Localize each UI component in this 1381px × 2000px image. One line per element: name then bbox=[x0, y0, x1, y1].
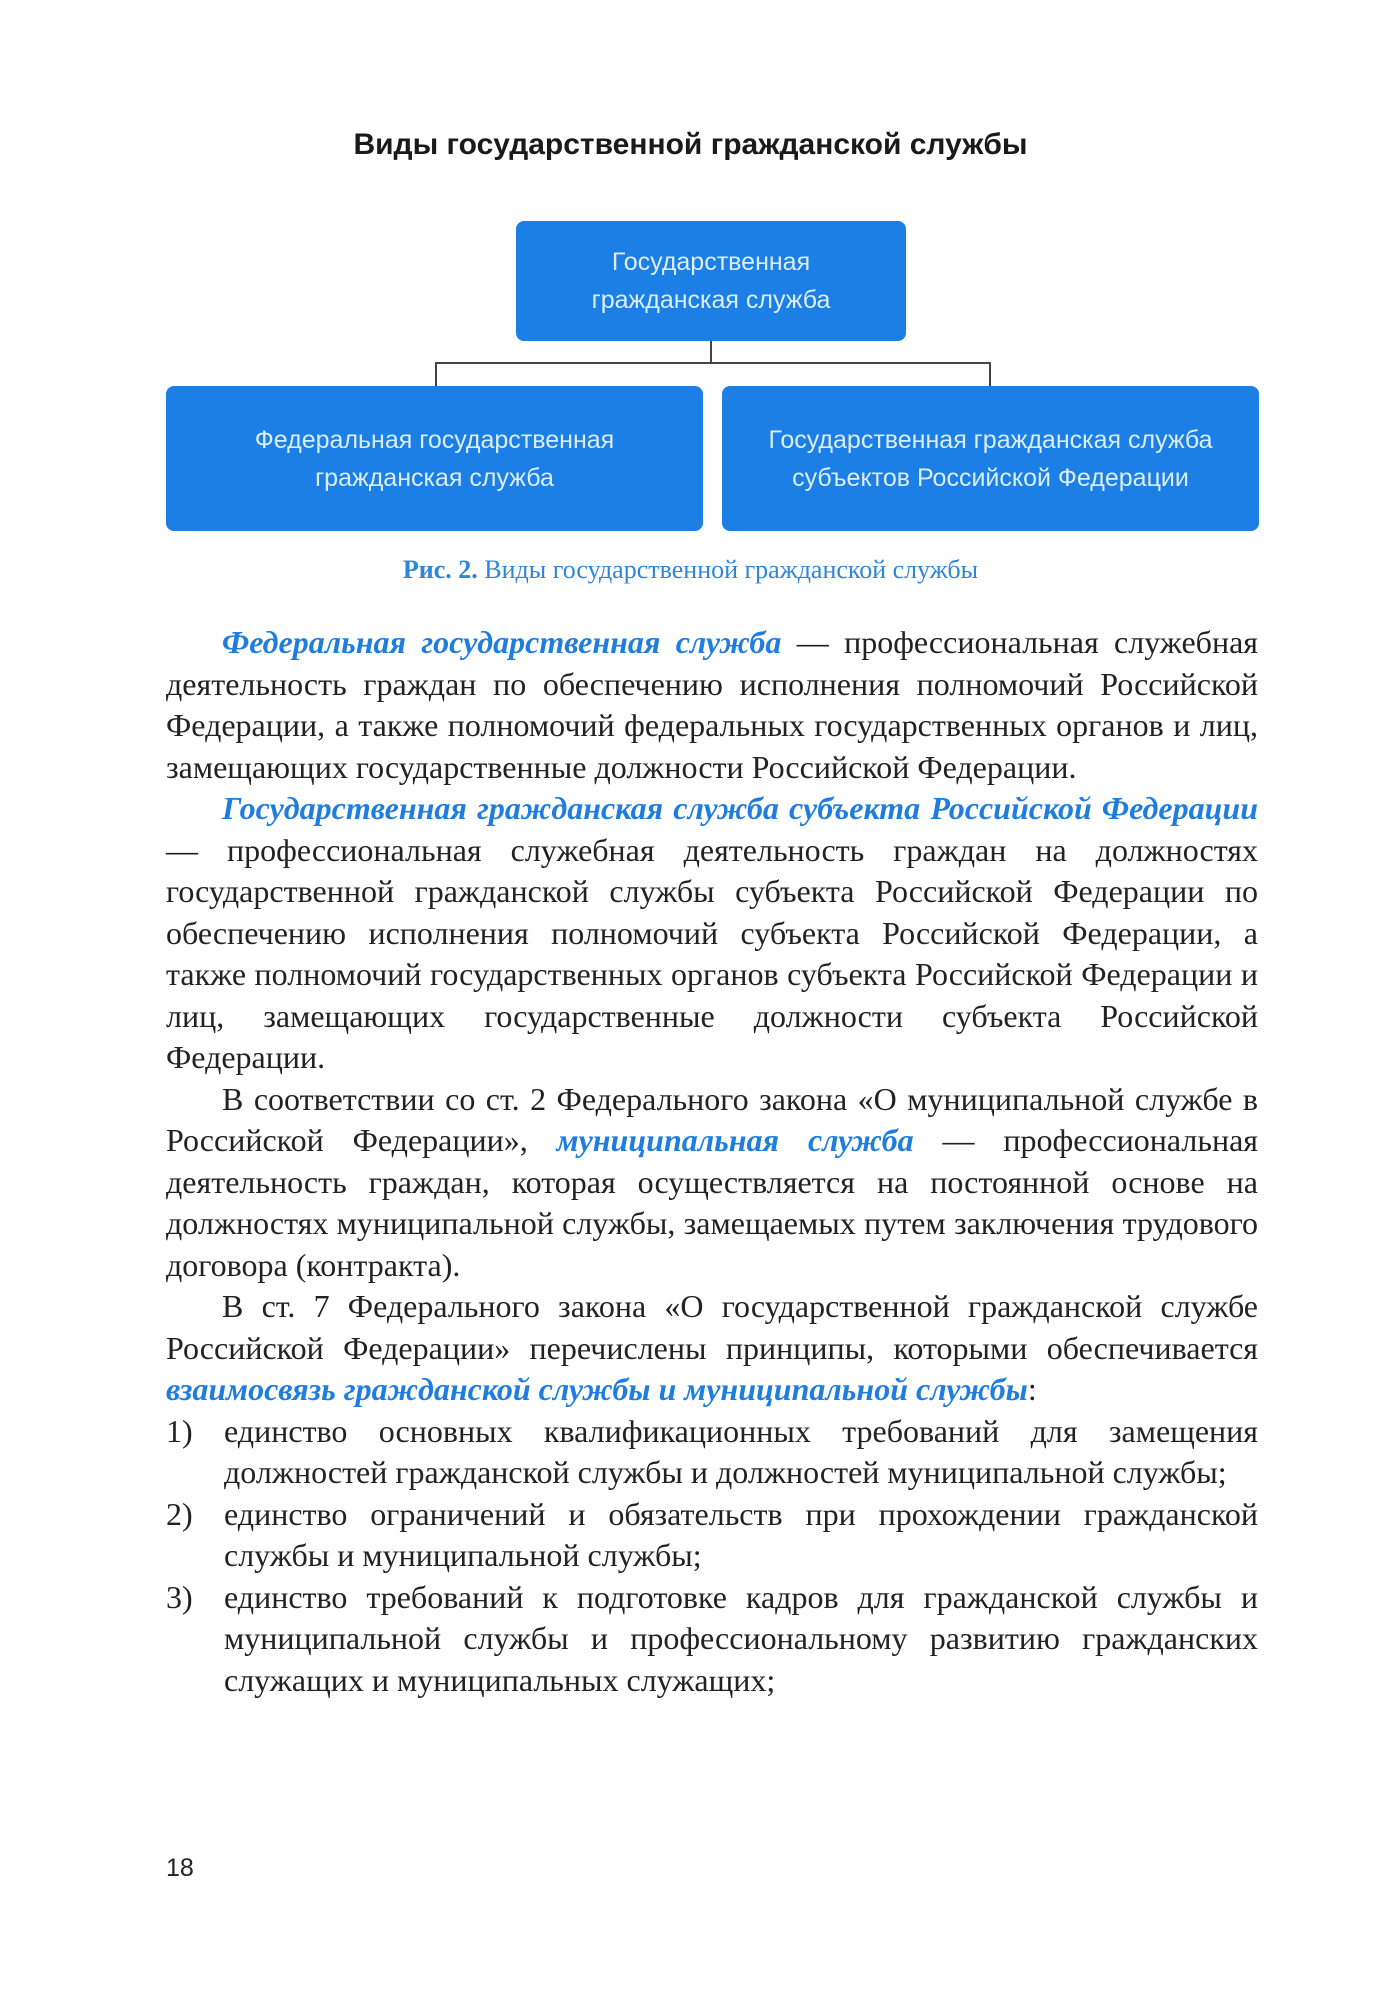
list-item bbox=[166, 1577, 1258, 1702]
left-node-line-1: Федеральная государственная bbox=[254, 425, 615, 454]
diagram-top-node bbox=[516, 221, 906, 341]
term-subject: Государственная гражданская служба субъекта Российской Федерации bbox=[222, 790, 1258, 826]
diagram-right-node bbox=[722, 386, 1259, 531]
list-item-text: единство требований к подготовке кадров для гражданской службы и муниципальной службы и профессиональному развитию гражданских служащих и муниципальных служащих; bbox=[224, 1578, 1258, 1698]
list-item-number: 1) bbox=[166, 1412, 193, 1449]
top-node-line-1: Государственная bbox=[611, 248, 811, 276]
right-node-line-1: Государственная гражданская служба bbox=[768, 425, 1213, 454]
term-relation: взаимосвязь гражданской службы и муниципальной службы bbox=[166, 1371, 1028, 1407]
right-node-line-2: субъектов Российской Федерации bbox=[792, 463, 1189, 492]
paragraph-relation bbox=[166, 1286, 1258, 1411]
paragraph-relation-before: В ст. 7 Федерального закона «О государственной гражданской службе Российской Федерации» перечислены принципы, которыми обеспечивается bbox=[166, 1288, 1258, 1366]
list-item-text: единство основных квалификационных требований для замещения должностей гражданской службы и должностей муниципальной службы; bbox=[224, 1412, 1258, 1490]
paragraph-municipal-before: В соответствии со ст. 2 Федерального закона «О муниципальной службе в Российской Федерации», bbox=[166, 1080, 1258, 1158]
connector-horizontal bbox=[435, 362, 991, 364]
caption-text: Виды государственной гражданской службы bbox=[484, 555, 979, 584]
term-federal: Федеральная государственная служба bbox=[222, 624, 782, 660]
list-item bbox=[166, 1411, 1258, 1494]
connector-vertical-right bbox=[989, 362, 991, 386]
body-text bbox=[166, 622, 1258, 1701]
left-node-line-2: гражданская служба bbox=[315, 463, 554, 492]
list-item-number: 2) bbox=[166, 1495, 193, 1532]
diagram-left-node bbox=[166, 386, 703, 531]
paragraph-subject-text: — профессиональная служебная деятельность граждан на должностях государственной гражданской службы субъекта Российской Федерации по обеспечению исполнения полномочий субъекта Российской Федерации, а также полномочий государственных органов субъекта Российской Федерации и лиц, замещающих государственные должности субъекта Российской Федерации. bbox=[166, 831, 1258, 1075]
connector-vertical-left bbox=[435, 362, 437, 386]
term-municipal: муниципальная служба bbox=[556, 1122, 914, 1158]
caption-label: Рис. 2. bbox=[402, 555, 478, 584]
list-item bbox=[166, 1494, 1258, 1577]
list-item-text: единство ограничений и обязательств при прохождении гражданской службы и муниципальной службы; bbox=[224, 1495, 1258, 1573]
page-number: 18 bbox=[166, 1854, 194, 1882]
principles-list bbox=[166, 1411, 1258, 1702]
list-item-number: 3) bbox=[166, 1578, 193, 1615]
connector-vertical-top bbox=[710, 341, 712, 363]
paragraph-subject bbox=[166, 788, 1258, 1079]
paragraph-municipal-after: — профессиональная деятельность граждан, которая осуществляется на постоянной основе на должностях муниципальной службы, замещаемых путем заключения трудового договора (контракта). bbox=[166, 1122, 1259, 1283]
paragraph-federal bbox=[166, 622, 1258, 788]
page-heading: Виды государственной гражданской службы bbox=[353, 128, 1028, 161]
paragraph-federal-text: — профессиональная служебная деятельность граждан по обеспечению исполнения полномочий Российской Федерации, а также полномочий федеральных государственных органов и лиц, замещающих государственные должности Российской Федерации. bbox=[166, 624, 1259, 785]
top-node-line-2: гражданская служба bbox=[591, 286, 831, 314]
paragraph-municipal bbox=[166, 1079, 1258, 1287]
figure-caption bbox=[0, 555, 1381, 585]
paragraph-relation-after: : bbox=[1027, 1371, 1037, 1407]
